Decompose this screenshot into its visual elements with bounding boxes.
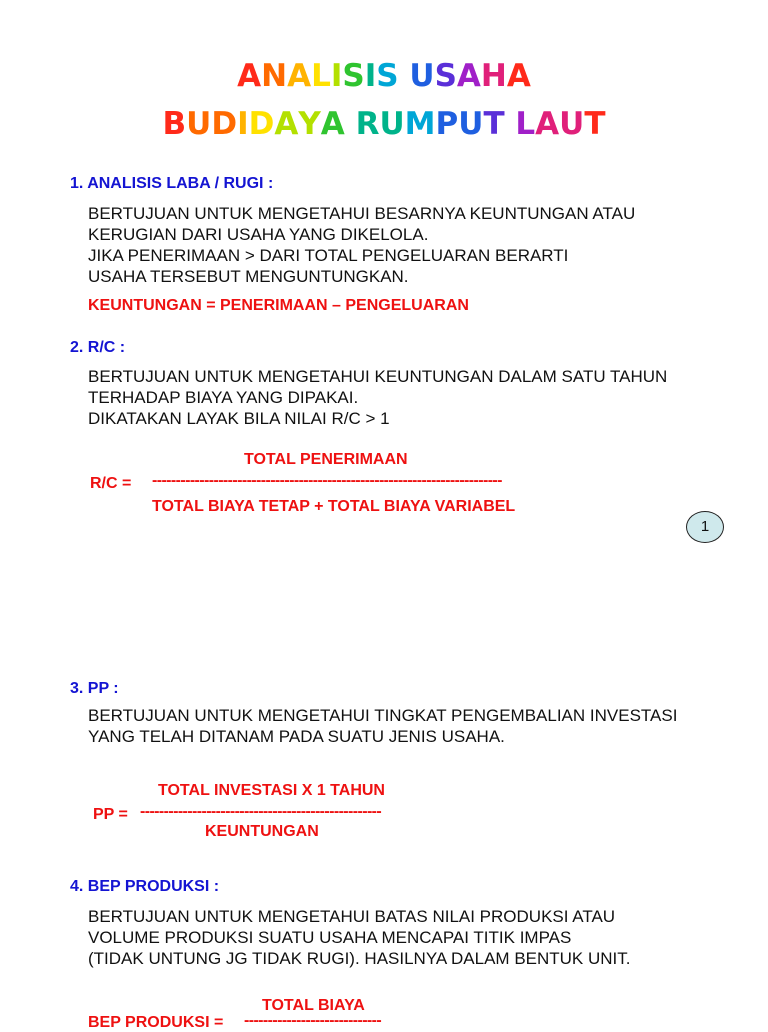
text-line: DIKATAKAN LAYAK BILA NILAI R/C > 1 [88, 409, 390, 428]
section-3-heading: 3. PP : [70, 680, 119, 697]
rc-formula-fraction-line: -------------------------------------------------------------------------- [152, 472, 502, 489]
text-line: USAHA TERSEBUT MENGUNTUNGKAN. [88, 267, 409, 286]
pp-formula-numerator: TOTAL INVESTASI X 1 TAHUN [158, 782, 385, 799]
text-line: TERHADAP BIAYA YANG DIPAKAI. [88, 388, 359, 407]
text-line: BERTUJUAN UNTUK MENGETAHUI KEUNTUNGAN DALAM SATU TAHUN [88, 367, 668, 386]
text-line: BERTUJUAN UNTUK MENGETAHUI BESARNYA KEUNTUNGAN ATAU [88, 204, 636, 223]
bep-formula-fraction-line: ----------------------------- [244, 1012, 382, 1029]
section-3-text [88, 705, 677, 747]
text-line: YANG TELAH DITANAM PADA SUATU JENIS USAHA. [88, 727, 505, 746]
pp-formula-denominator: KEUNTUNGAN [205, 823, 319, 840]
text-line: VOLUME PRODUKSI SUATU USAHA MENCAPAI TITIK IMPAS [88, 928, 572, 947]
text-line: KERUGIAN DARI USAHA YANG DIKELOLA. [88, 225, 429, 244]
section-4-heading: 4. BEP PRODUKSI : [70, 878, 220, 895]
section-2-text [88, 366, 667, 429]
page-number-badge: 1 [686, 511, 724, 543]
title-line-1: ANALISIS USAHA [237, 58, 531, 94]
text-line: BERTUJUAN UNTUK MENGETAHUI BATAS NILAI PRODUKSI ATAU [88, 907, 616, 926]
section-1-text [88, 203, 635, 287]
section-4-text [88, 906, 631, 969]
text-line: BERTUJUAN UNTUK MENGETAHUI TINGKAT PENGEMBALIAN INVESTASI [88, 706, 678, 725]
pp-formula-lhs: PP = [93, 806, 128, 823]
bep-formula-numerator: TOTAL BIAYA [262, 997, 365, 1014]
section-1-heading: 1. ANALISIS LABA / RUGI : [70, 175, 274, 192]
rc-formula-numerator: TOTAL PENERIMAAN [244, 451, 408, 468]
rc-formula-lhs: R/C = [90, 475, 132, 492]
rc-formula-denominator: TOTAL BIAYA TETAP + TOTAL BIAYA VARIABEL [152, 498, 516, 515]
text-line: (TIDAK UNTUNG JG TIDAK RUGI). HASILNYA DALAM BENTUK UNIT. [88, 949, 631, 968]
section-2-heading: 2. R/C : [70, 339, 126, 356]
bep-formula-lhs: BEP PRODUKSI = [88, 1014, 224, 1031]
section-1-formula: KEUNTUNGAN = PENERIMAAN – PENGELUARAN [88, 297, 469, 314]
title-line-2: BUDIDAYA RUMPUT LAUT [162, 106, 606, 142]
pp-formula-fraction-line: --------------------------------------------------- [140, 803, 382, 820]
text-line: JIKA PENERIMAAN > DARI TOTAL PENGELUARAN BERARTI [88, 246, 569, 265]
